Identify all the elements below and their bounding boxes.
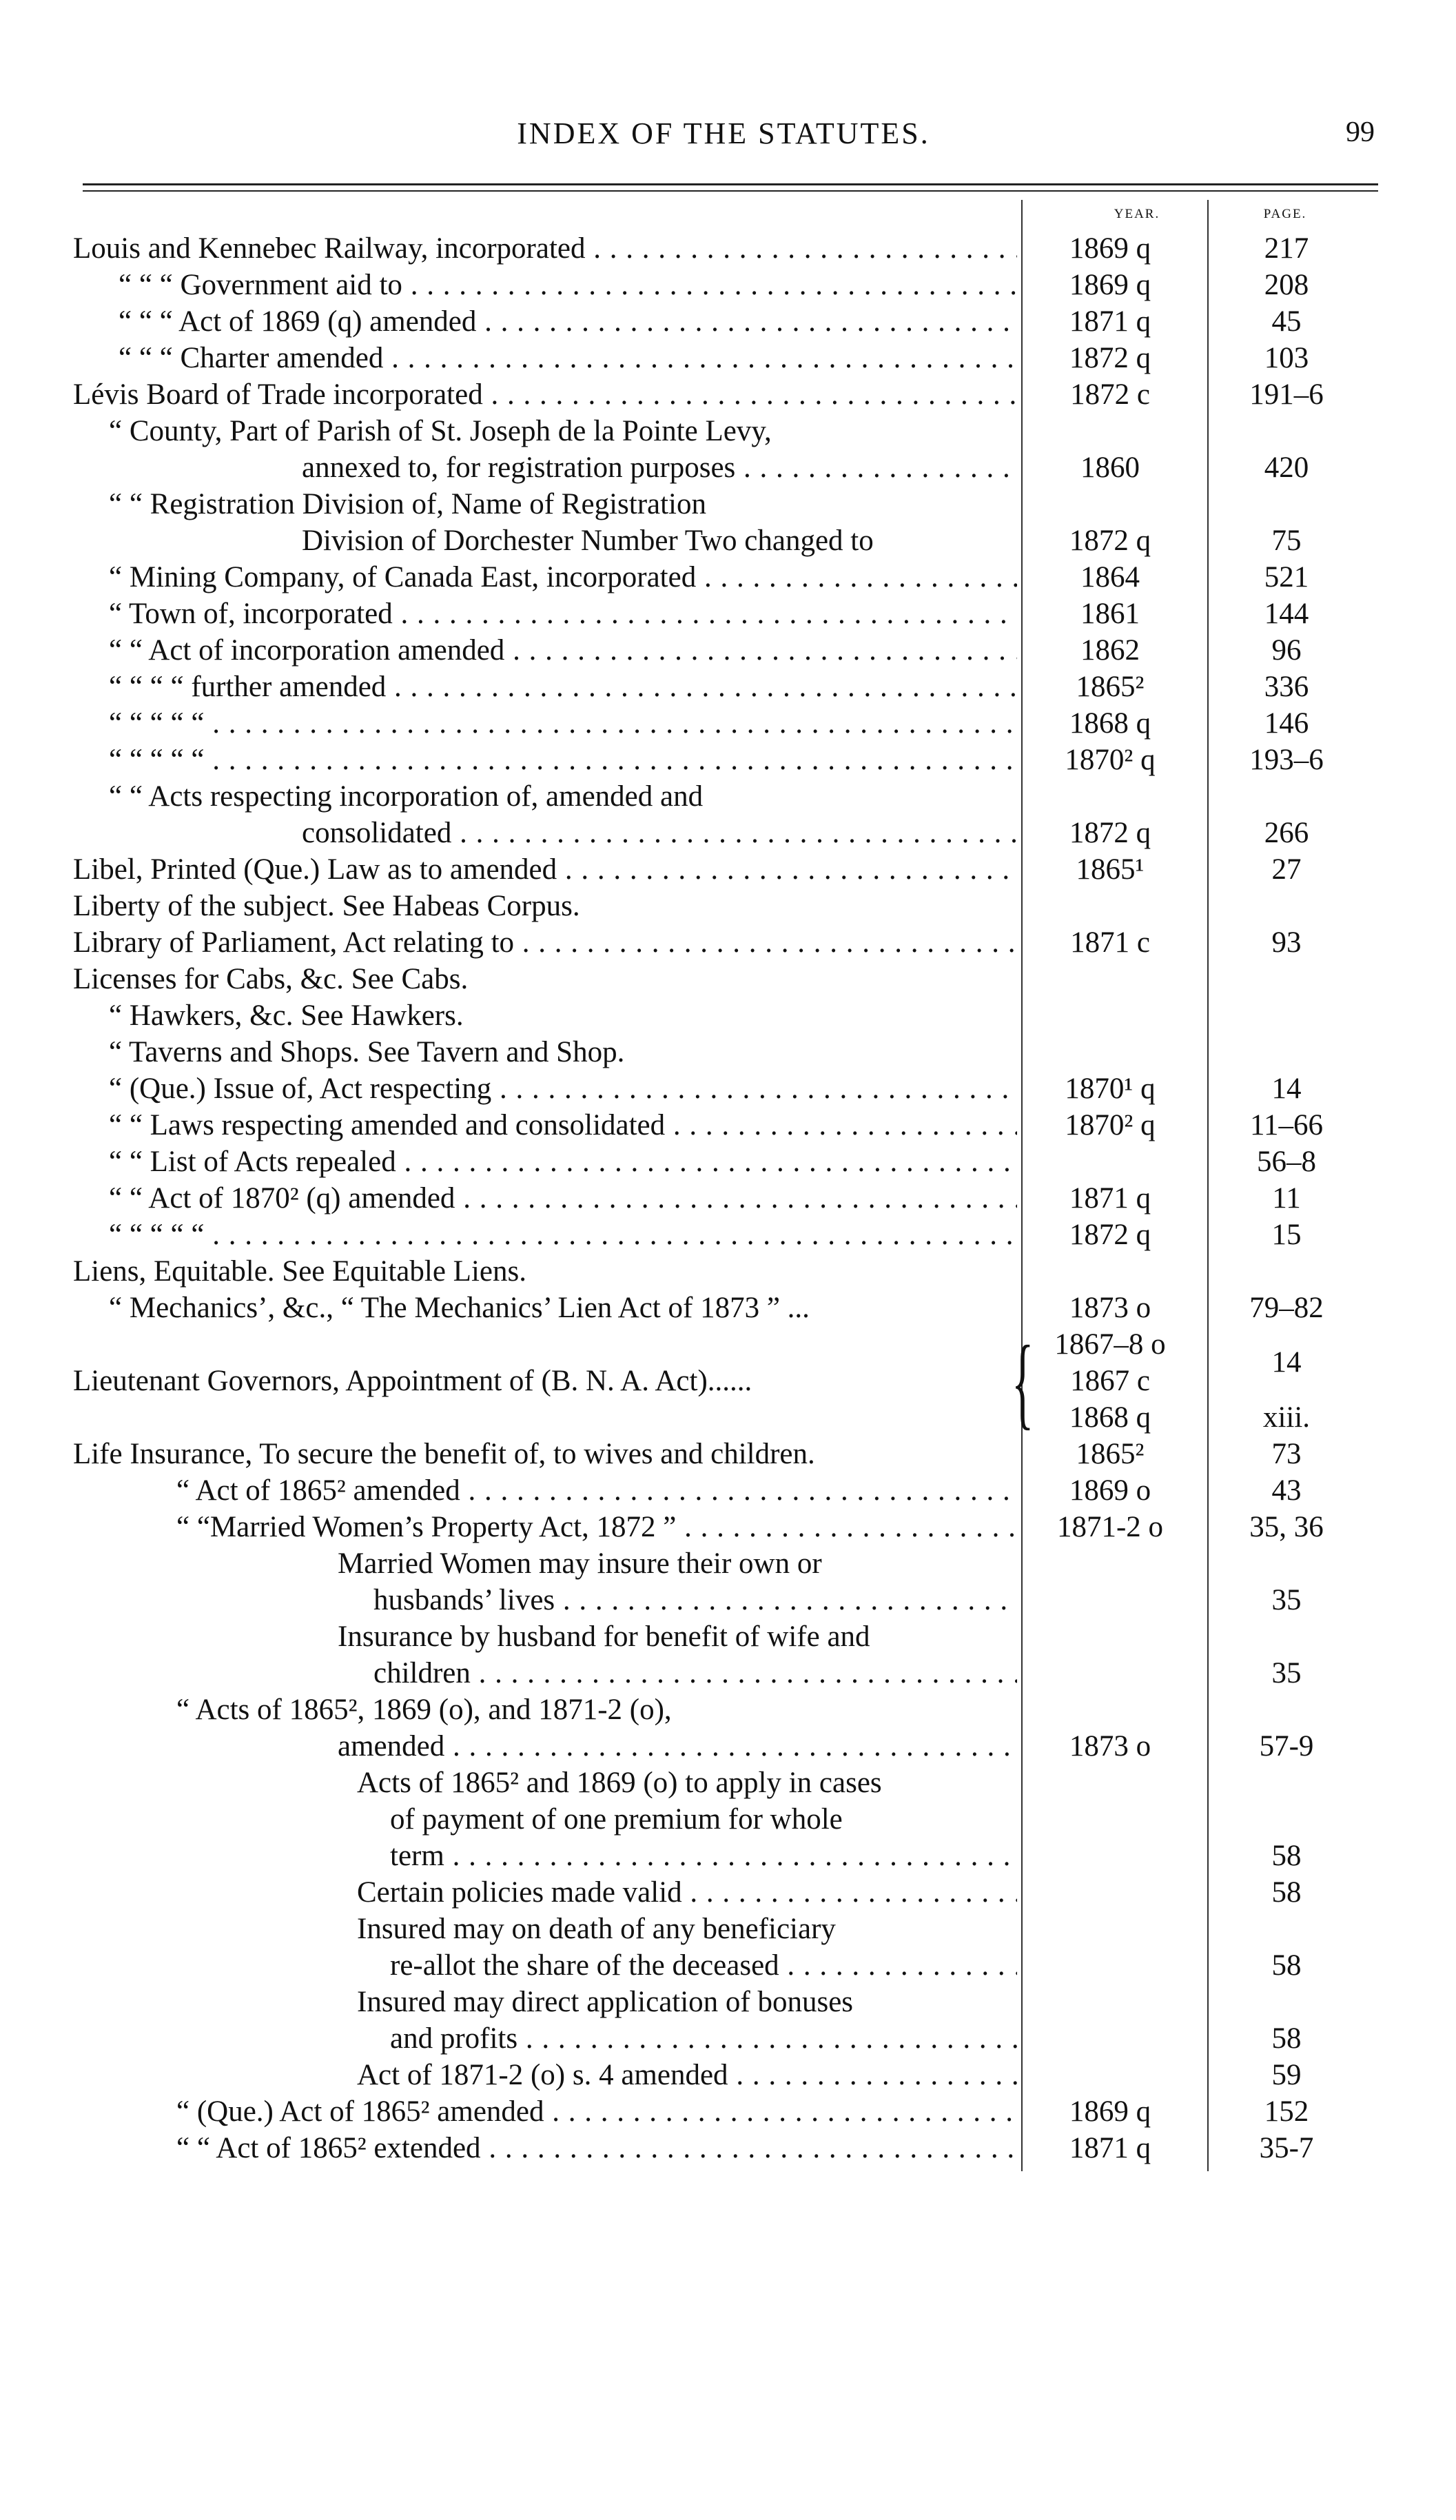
entry-text: Lévis Board of Trade incorporated . . . (73, 376, 1017, 413)
entry-page: 59 (1271, 2059, 1302, 2091)
entry-page: 191–6 (1249, 378, 1324, 411)
index-entry (73, 888, 1382, 924)
index-entry (73, 449, 1382, 486)
entry-page: 57-9 (1259, 1730, 1314, 1762)
index-entry (73, 267, 1382, 303)
entry-page: 336 (1264, 671, 1309, 703)
index-entry (73, 1436, 1382, 1472)
entry-page: 521 (1264, 561, 1309, 593)
entry-page: 27 (1271, 853, 1302, 886)
entry-text: annexed to, for registration purposes . . . (73, 449, 1017, 486)
index-entry (73, 486, 1382, 522)
index-entry (73, 1691, 1382, 1728)
entry-page: 15 (1271, 1219, 1302, 1251)
index-entry (73, 2130, 1382, 2166)
index-entry (73, 1472, 1382, 1509)
entry-text: “ County, Part of Parish of St. Joseph de la Pointe Levy, (109, 415, 772, 447)
index-entry (73, 2020, 1382, 2057)
index-entry (73, 1984, 1382, 2020)
entry-page: 75 (1271, 525, 1302, 557)
entry-text: Life Insurance, To secure the benefit of, to wives and children. (73, 1438, 815, 1470)
entry-text: of payment of one premium for whole (390, 1803, 843, 1836)
header-rule (83, 183, 1378, 185)
entry-text: “ Hawkers, &c. See Hawkers. (109, 999, 464, 1032)
entry-year: 1871-2 o (1056, 1511, 1164, 1543)
entry-page: 58 (1271, 1876, 1302, 1909)
entry-page: 45 (1271, 305, 1302, 338)
index-entry (73, 1947, 1382, 1984)
index-entry (73, 669, 1382, 705)
entry-text: Insured may on death of any beneficiary (357, 1913, 836, 1945)
entry-year: 1870² q (1065, 1109, 1156, 1141)
index-entry (73, 1655, 1382, 1691)
index-entry (73, 413, 1382, 449)
entry-text: Married Women may insure their own or (338, 1547, 822, 1580)
entry-text: Lieutenant Governors, Appointment of (B. N. A. Act)...... (73, 1365, 752, 1397)
entry-year: 1872 c (1070, 378, 1150, 411)
entry-year: 1869 q (1069, 269, 1151, 301)
entry-text: “ Town of, incorporated . . . (73, 596, 1017, 632)
entry-text: “ “ Acts respecting incorporation of, amended and (109, 780, 704, 813)
entry-page: 14 (1271, 1073, 1302, 1105)
entry-year: 1864 (1080, 561, 1140, 593)
entry-year: 1865² (1076, 671, 1145, 703)
entry-text: “ “ “ “ “ . . . (73, 742, 1017, 778)
entry-text: “ “ “ “ “ . . . (73, 705, 1017, 742)
index-entry (73, 1801, 1382, 1838)
entry-year: 1869 q (1069, 2095, 1151, 2128)
entry-text: Act of 1871-2 (o) s. 4 amended . . . (73, 2057, 1017, 2093)
index-entry (73, 705, 1382, 742)
entry-text: “ “ Registration Division of, Name of Registration (109, 488, 706, 520)
entry-text: Insured may direct application of bonuses (357, 1986, 854, 2018)
entry-text: Liens, Equitable. See Equitable Liens. (73, 1255, 526, 1288)
index-entry (73, 2057, 1382, 2093)
entry-page: 420 (1264, 451, 1309, 484)
index-entry (73, 1911, 1382, 1947)
index-entry (73, 851, 1382, 888)
index-entry (73, 376, 1382, 413)
entry-page: 35-7 (1259, 2132, 1314, 2164)
entry-year: 1867–8 o (1054, 1328, 1166, 1361)
entry-text: Library of Parliament, Act relating to . . . (73, 924, 1017, 961)
entry-year: 1870² q (1065, 744, 1156, 776)
entry-page: 35 (1271, 1584, 1302, 1616)
entry-year: 1869 q (1069, 232, 1151, 265)
entry-page: 79–82 (1249, 1292, 1324, 1324)
entry-year: 1865¹ (1076, 853, 1145, 886)
entry-text: “ Mining Company, of Canada East, incorporated . . . (73, 559, 1017, 596)
entry-page: 35, 36 (1249, 1511, 1324, 1543)
entry-year: 1868 q (1069, 707, 1151, 740)
year-column-heading: YEAR. (1114, 207, 1160, 221)
entry-page: xiii. (1262, 1401, 1311, 1434)
entry-page: 193–6 (1249, 744, 1324, 776)
entry-page: 266 (1264, 817, 1309, 849)
index-entry (73, 522, 1382, 559)
entry-year: 1872 q (1069, 817, 1151, 849)
entry-text: “ (Que.) Issue of, Act respecting . . . (73, 1070, 1017, 1107)
index-entry (73, 1290, 1382, 1326)
entry-page: 58 (1271, 1840, 1302, 1872)
index-entry (73, 340, 1382, 376)
entry-text: husbands’ lives . . . (73, 1582, 1017, 1618)
index-entry (73, 1838, 1382, 1874)
entry-text: Licenses for Cabs, &c. See Cabs. (73, 963, 469, 995)
entry-text: children . . . (73, 1655, 1017, 1691)
entry-text: amended . . . (73, 1728, 1017, 1765)
entry-text: “ Acts of 1865², 1869 (o), and 1871-2 (o), (176, 1694, 672, 1726)
entry-page: 43 (1271, 1474, 1302, 1507)
index-entry (73, 230, 1382, 267)
index-entry (73, 1217, 1382, 1253)
entry-text: “ Taverns and Shops. See Tavern and Shop. (109, 1036, 625, 1068)
entry-text: Division of Dorchester Number Two changed to (302, 525, 874, 557)
entry-page: 152 (1264, 2095, 1309, 2128)
index-entry (73, 778, 1382, 815)
entry-text: “ “ “ “ “ . . . (73, 1217, 1017, 1253)
entry-page: 11 (1272, 1182, 1301, 1215)
page-column-heading: PAGE. (1263, 207, 1307, 221)
entry-year: 1873 o (1069, 1730, 1151, 1762)
index-entry (73, 1582, 1382, 1618)
index-entries (73, 230, 1382, 2166)
entry-text: “ “ “ Act of 1869 (q) amended . . . (73, 303, 1017, 340)
entry-text: Libel, Printed (Que.) Law as to amended . . . (73, 851, 1017, 888)
entry-text: “ “ Act of incorporation amended . . . (73, 632, 1017, 669)
entry-year: 1860 (1080, 451, 1140, 484)
index-entry (73, 1765, 1382, 1801)
entry-page: 58 (1271, 1949, 1302, 1982)
entry-text: “ (Que.) Act of 1865² amended . . . (73, 2093, 1017, 2130)
index-entry (73, 303, 1382, 340)
entry-year: 1870¹ q (1065, 1073, 1156, 1105)
entry-text: “ Act of 1865² amended . . . (73, 1472, 1017, 1509)
entry-year: 1871 q (1069, 305, 1151, 338)
entry-page: 96 (1271, 634, 1302, 667)
brace-glyph: { (1012, 1325, 1034, 1439)
entry-year: 1865² (1076, 1438, 1145, 1470)
entry-page: 11–66 (1250, 1109, 1323, 1141)
entry-year: 1861 (1080, 598, 1140, 630)
index-entry (73, 924, 1382, 961)
entry-year: 1872 q (1069, 1219, 1151, 1251)
entry-page: 56–8 (1257, 1146, 1316, 1178)
entry-text: “ “ List of Acts repealed . . . (73, 1144, 1017, 1180)
index-entry (73, 815, 1382, 851)
entry-text: “ “ Act of 1870² (q) amended . . . (73, 1180, 1017, 1217)
entry-year: 1871 q (1069, 1182, 1151, 1215)
entry-text: Liberty of the subject. See Habeas Corpus. (73, 890, 580, 922)
entry-page: 217 (1264, 232, 1309, 265)
entry-year: 1872 q (1069, 525, 1151, 557)
entry-year: 1873 o (1069, 1292, 1151, 1324)
entry-year: 1869 o (1069, 1474, 1151, 1507)
entry-text: Certain policies made valid . . . (73, 1874, 1017, 1911)
entry-page: 144 (1264, 598, 1309, 630)
entry-text: “ Mechanics’, &c., “ The Mechanics’ Lien Act of 1873 ” ... (109, 1292, 810, 1324)
running-head: INDEX OF THE STATUTES. (517, 116, 930, 150)
index-entry (73, 1618, 1382, 1655)
entry-text: “ “ “ Charter amended . . . (73, 340, 1017, 376)
index-entry (73, 1545, 1382, 1582)
index-entry (73, 1509, 1382, 1545)
header-rule-thin (83, 190, 1378, 192)
entry-page: 35 (1271, 1657, 1302, 1689)
index-entry (73, 1253, 1382, 1290)
entry-text: Acts of 1865² and 1869 (o) to apply in cases (357, 1767, 882, 1799)
entry-year: 1868 q (1069, 1401, 1151, 1434)
index-entry (73, 596, 1382, 632)
entry-year: 1862 (1080, 634, 1140, 667)
index-entry (73, 1180, 1382, 1217)
index-entry-lieutenant-governors (73, 1325, 1382, 1439)
entry-page: 93 (1271, 926, 1302, 959)
index-entry (73, 1728, 1382, 1765)
entry-text: consolidated . . . (73, 815, 1017, 851)
entry-page: 146 (1264, 707, 1309, 740)
entry-year: 1867 c (1070, 1365, 1150, 1397)
entry-text: “ “ “ “ further amended . . . (73, 669, 1017, 705)
index-entry (73, 1070, 1382, 1107)
index-entry (73, 742, 1382, 778)
entry-page: 14 (1271, 1346, 1302, 1379)
entry-text: Insurance by husband for benefit of wife and (338, 1620, 870, 1653)
entry-text: term . . . (73, 1838, 1017, 1874)
entry-year: 1871 c (1070, 926, 1150, 959)
entry-text: re-allot the share of the deceased . . . (73, 1947, 1017, 1984)
entry-years-stack (1028, 1326, 1192, 1436)
entry-text: Louis and Kennebec Railway, incorporated . . . (73, 230, 1017, 267)
entry-page: 73 (1271, 1438, 1302, 1470)
index-entry (73, 961, 1382, 997)
index-entry (73, 1874, 1382, 1911)
entry-text: “ “Married Women’s Property Act, 1872 ” . . . (73, 1509, 1017, 1545)
index-entry (73, 2093, 1382, 2130)
entry-year: 1871 q (1069, 2132, 1151, 2164)
index-entry (73, 1144, 1382, 1180)
entry-text: and profits . . . (73, 2020, 1017, 2057)
entry-year: 1872 q (1069, 342, 1151, 374)
page-number: 99 (1346, 116, 1375, 148)
entry-page: 58 (1271, 2022, 1302, 2055)
entry-page: 103 (1264, 342, 1309, 374)
index-entry (73, 1107, 1382, 1144)
index-entry (73, 559, 1382, 596)
entry-text: “ “ “ Government aid to . . . (73, 267, 1017, 303)
entry-text: “ “ Laws respecting amended and consolidated . . . (73, 1107, 1017, 1144)
index-entry (73, 997, 1382, 1034)
index-entry (73, 632, 1382, 669)
entry-text: “ “ Act of 1865² extended . . . (73, 2130, 1017, 2166)
index-entry (73, 1034, 1382, 1070)
entry-page: 208 (1264, 269, 1309, 301)
